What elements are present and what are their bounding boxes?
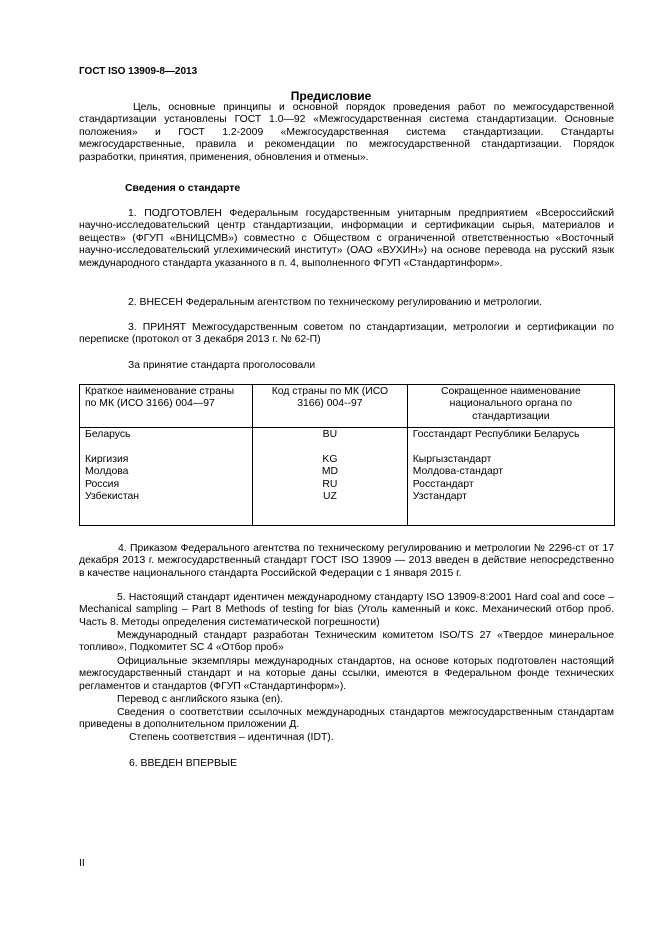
- paragraph-5a: Международный стандарт разработан Техническим комитетом ISO/TS 27 «Твердое минеральное топливо», Подкомитет SC 4 «Отбор проб»: [79, 630, 614, 654]
- paragraph-5e: Степень соответствия – идентичная (IDT).: [129, 732, 334, 743]
- table-cell: RU: [322, 478, 338, 490]
- paragraph-2: 2. ВНЕСЕН Федеральным агентством по техническому регулированию и метрологии.: [128, 297, 543, 308]
- paragraph-5: 5. Настоящий стандарт идентичен международному стандарту ISO 13909-8:2001 Hard coal and coce –Mechanical sampling – Part 8 Methods of testing for bias (Уголь каменный и кокс. Механический отбор проб. Часть 8. Методы определения систематической погрешности): [79, 592, 614, 628]
- paragraph-5c: Перевод с английского языка (en).: [117, 694, 284, 705]
- table-header-cell: Код страны по МК (ИСО 3166) 004--97: [253, 385, 408, 428]
- paragraph-3: 3. ПРИНЯТ Межгосударственным советом по стандартизации, метрологии и сертификации по переписке (протокол от 3 декабря 2013 г. № 62-П): [79, 322, 614, 346]
- agency-column: [407, 428, 614, 526]
- table-cell: MD: [321, 466, 338, 478]
- table-cell: [258, 441, 402, 453]
- table-cell: Молдова-стандарт: [412, 466, 504, 478]
- table-cell: Росстандарт: [412, 478, 474, 490]
- paragraph-5b: Официальные экземпляры международных стандартов, на основе которых подготовлен настоящий межгосударственный стандарт и на которые даны ссылки, имеются в Федеральном фонде технических регламентов и стандартов (ФГУП «Стандартинформ»).: [79, 656, 614, 692]
- table-cell: [413, 441, 609, 453]
- document-header: ГОСТ ISO 13909-8—2013: [79, 66, 198, 77]
- section-title: Сведения о стандарте: [125, 183, 241, 194]
- table-cell: Узбекистан: [85, 491, 139, 503]
- table-header-cell: Сокращенное наименование национального органа по стандартизации: [407, 385, 614, 428]
- page-number: II: [79, 858, 85, 869]
- table-cell: KG: [322, 453, 338, 465]
- table-cell: BU: [322, 429, 338, 440]
- table-header-cell: Краткое наименование страны по МК (ИСО 3166) 004—97: [80, 385, 253, 428]
- country-column: [80, 428, 253, 526]
- page-title: Предисловие: [290, 89, 372, 103]
- table-cell: UZ: [322, 491, 337, 503]
- table-cell: Молдова: [85, 466, 129, 478]
- table-cell: Беларусь: [85, 429, 131, 440]
- intro-paragraph: Цель, основные принципы и основной порядок проведения работ по межгосударственной стандартизации установлены ГОСТ 1.0—92 «Межгосударственная система стандартизации. Основные положения» и ГОСТ 1.2-2009 «Межгосударственная система стандартизации. Стандарты межгосударственные, правила и рекомендации по межгосударственной стандартизации. Порядок разработки, принятия, применения, обновления и отмены».: [79, 102, 614, 163]
- table-cell: [85, 441, 247, 453]
- table-header-row: [80, 385, 615, 428]
- table-cell: Госстандарт Республики Беларусь: [412, 429, 580, 440]
- paragraph-4: 4. Приказом Федерального агентства по техническому регулированию и метрологии № 2296-ст от 17 декабря 2013 г. межгосударственный стандарт ГОСТ ISO 13909 — 2013 введен в действие непосредственно в качестве национального стандарта Российской Федерации с 1 января 2015 г.: [79, 543, 614, 579]
- code-column: [253, 428, 408, 526]
- voting-table: [79, 384, 615, 526]
- table-cell: Узстандарт: [412, 491, 467, 503]
- table-cell: Россия: [85, 478, 120, 490]
- table-cell: Киргизия: [85, 453, 129, 465]
- table-body-row: [80, 428, 615, 526]
- paragraph-5d: Сведения о соответствии ссылочных международных стандартов межгосударственным стандартам приведены в дополнительном приложении Д.: [79, 707, 614, 731]
- vote-intro: За принятие стандарта проголосовали: [128, 360, 316, 371]
- paragraph-1: 1. ПОДГОТОВЛЕН Федеральным государственным унитарным предприятием «Всероссийский научно-исследовательский центр стандартизации, информации и сертификации сырья, материалов и веществ» (ФГУП «ВНИЦСМВ») совместно с Обществом с ограниченной ответственностью «Восточный научно-исследовательский углехимический институт» (ОАО «ВУХИН») на основе перевода на русский язык международного стандарта указанного в п. 4, выполненного ФГУП «Стандартинформ».: [79, 208, 614, 269]
- table-cell: Кыргызстандарт: [412, 453, 492, 465]
- paragraph-6: 6. ВВЕДЕН ВПЕРВЫЕ: [129, 758, 238, 769]
